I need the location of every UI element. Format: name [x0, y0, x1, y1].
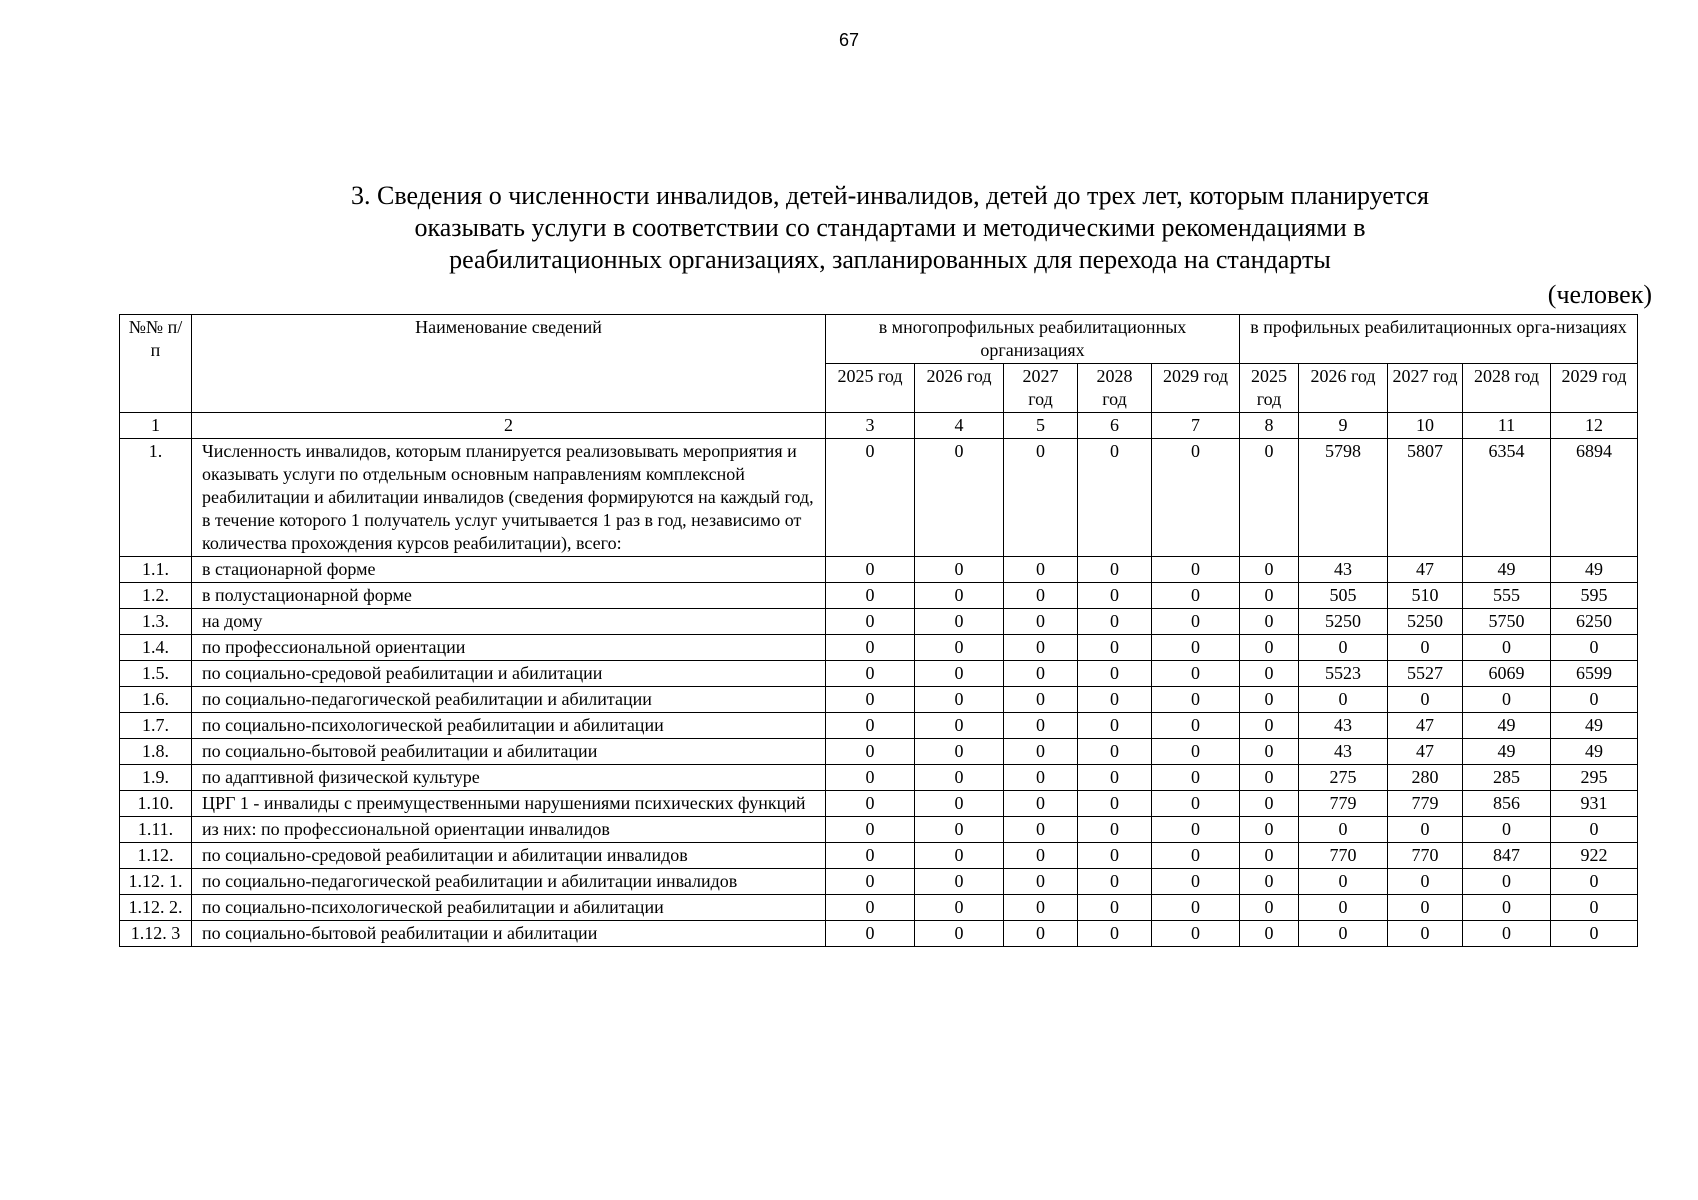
header-year: 2029 год [1152, 364, 1240, 413]
row-value: 49 [1463, 557, 1551, 583]
row-value: 0 [1078, 609, 1152, 635]
row-name: по социально-психологической реабилитации и абилитации [192, 713, 826, 739]
header-year: 2027 год [1388, 364, 1463, 413]
row-value: 856 [1463, 791, 1551, 817]
column-number: 9 [1299, 413, 1388, 439]
row-value: 931 [1551, 791, 1638, 817]
row-value: 0 [915, 583, 1004, 609]
row-value: 0 [915, 817, 1004, 843]
row-value: 5807 [1388, 439, 1463, 557]
row-value: 0 [1004, 817, 1078, 843]
row-value: 0 [915, 439, 1004, 557]
row-value: 0 [1152, 765, 1240, 791]
row-value: 0 [915, 661, 1004, 687]
row-value: 0 [1004, 843, 1078, 869]
row-value: 0 [1463, 895, 1551, 921]
row-value: 0 [1078, 739, 1152, 765]
row-number: 1.11. [120, 817, 192, 843]
table-row [120, 609, 1638, 635]
units-label: (человек) [1547, 280, 1652, 309]
table-row [120, 739, 1638, 765]
row-value: 0 [1551, 687, 1638, 713]
row-value: 0 [1078, 791, 1152, 817]
row-value: 770 [1388, 843, 1463, 869]
row-value: 0 [826, 921, 915, 947]
row-value: 555 [1463, 583, 1551, 609]
row-value: 847 [1463, 843, 1551, 869]
row-value: 0 [915, 765, 1004, 791]
row-value: 0 [1152, 661, 1240, 687]
row-value: 0 [1240, 817, 1299, 843]
row-value: 49 [1463, 739, 1551, 765]
row-value: 0 [1388, 687, 1463, 713]
row-number: 1.10. [120, 791, 192, 817]
row-value: 0 [1152, 791, 1240, 817]
row-name: по социально-средовой реабилитации и абилитации инвалидов [192, 843, 826, 869]
row-name: по социально-бытовой реабилитации и абилитации [192, 921, 826, 947]
row-value: 510 [1388, 583, 1463, 609]
row-value: 0 [1240, 739, 1299, 765]
row-value: 0 [1078, 765, 1152, 791]
row-value: 0 [826, 609, 915, 635]
header-group-profile: в профильных реабилитационных орга-низациях [1240, 315, 1638, 364]
row-value: 0 [915, 739, 1004, 765]
row-value: 0 [1388, 921, 1463, 947]
row-value: 0 [1152, 687, 1240, 713]
document-title [200, 180, 1580, 276]
header-name: Наименование сведений [192, 315, 826, 413]
row-number: 1.12. 3 [120, 921, 192, 947]
row-value: 0 [1078, 843, 1152, 869]
row-value: 0 [826, 635, 915, 661]
row-value: 0 [1152, 869, 1240, 895]
row-value: 0 [915, 687, 1004, 713]
row-name: по социально-бытовой реабилитации и абилитации [192, 739, 826, 765]
row-value: 6069 [1463, 661, 1551, 687]
row-value: 0 [1240, 557, 1299, 583]
row-name: из них: по профессиональной ориентации инвалидов [192, 817, 826, 843]
table-row [120, 817, 1638, 843]
row-name: по социально-педагогической реабилитации и абилитации инвалидов [192, 869, 826, 895]
row-value: 0 [1152, 843, 1240, 869]
row-number: 1.4. [120, 635, 192, 661]
row-value: 0 [1004, 895, 1078, 921]
row-value: 0 [1004, 439, 1078, 557]
row-value: 0 [1004, 739, 1078, 765]
row-value: 0 [1240, 843, 1299, 869]
table-row [120, 869, 1638, 895]
row-value: 5250 [1388, 609, 1463, 635]
row-value: 0 [1463, 869, 1551, 895]
table-row [120, 765, 1638, 791]
row-value: 0 [1240, 661, 1299, 687]
row-number: 1.9. [120, 765, 192, 791]
row-value: 595 [1551, 583, 1638, 609]
column-number: 12 [1551, 413, 1638, 439]
row-number: 1.7. [120, 713, 192, 739]
row-value: 0 [1152, 583, 1240, 609]
table-row [120, 661, 1638, 687]
title-line-3: реабилитационных организациях, запланированных для перехода на стандарты [449, 245, 1331, 274]
row-value: 0 [1240, 921, 1299, 947]
row-value: 0 [1004, 765, 1078, 791]
row-value: 0 [826, 661, 915, 687]
column-number: 7 [1152, 413, 1240, 439]
row-value: 49 [1463, 713, 1551, 739]
row-value: 0 [1004, 687, 1078, 713]
row-value: 0 [1299, 869, 1388, 895]
row-name: в полустационарной форме [192, 583, 826, 609]
row-value: 505 [1299, 583, 1388, 609]
row-number: 1.5. [120, 661, 192, 687]
row-value: 0 [1299, 895, 1388, 921]
row-value: 0 [915, 791, 1004, 817]
header-group-multi: в многопрофильных реабилитационных организациях [826, 315, 1240, 364]
header-num: №№ п/п [120, 315, 192, 413]
title-line-1: 3. Сведения о численности инвалидов, детей-инвалидов, детей до трех лет, которым планируется [351, 181, 1429, 210]
table-row [120, 557, 1638, 583]
row-value: 0 [1078, 439, 1152, 557]
row-name: по социально-педагогической реабилитации и абилитации [192, 687, 826, 713]
row-value: 0 [826, 739, 915, 765]
column-number: 5 [1004, 413, 1078, 439]
row-value: 49 [1551, 557, 1638, 583]
row-value: 47 [1388, 713, 1463, 739]
row-number: 1.8. [120, 739, 192, 765]
row-value: 0 [1551, 869, 1638, 895]
row-name: в стационарной форме [192, 557, 826, 583]
data-table [119, 314, 1638, 947]
column-number: 1 [120, 413, 192, 439]
row-value: 43 [1299, 739, 1388, 765]
row-value: 0 [1004, 609, 1078, 635]
row-value: 0 [826, 843, 915, 869]
row-value: 0 [826, 869, 915, 895]
row-value: 0 [1004, 557, 1078, 583]
row-value: 779 [1388, 791, 1463, 817]
column-number: 11 [1463, 413, 1551, 439]
row-value: 0 [1240, 687, 1299, 713]
row-value: 280 [1388, 765, 1463, 791]
table-row [120, 921, 1638, 947]
row-value: 0 [1551, 921, 1638, 947]
row-value: 0 [1004, 713, 1078, 739]
row-value: 0 [1004, 583, 1078, 609]
row-value: 0 [915, 557, 1004, 583]
table-row [120, 687, 1638, 713]
row-value: 295 [1551, 765, 1638, 791]
table-row [120, 843, 1638, 869]
row-number: 1.12. [120, 843, 192, 869]
row-value: 5250 [1299, 609, 1388, 635]
row-value: 0 [1463, 817, 1551, 843]
row-value: 0 [1004, 791, 1078, 817]
row-value: 0 [915, 635, 1004, 661]
table-row [120, 713, 1638, 739]
row-value: 0 [1152, 921, 1240, 947]
row-value: 0 [1152, 739, 1240, 765]
row-name: по профессиональной ориентации [192, 635, 826, 661]
column-number: 2 [192, 413, 826, 439]
page-number: 67 [838, 30, 860, 50]
row-value: 49 [1551, 739, 1638, 765]
row-value: 5523 [1299, 661, 1388, 687]
row-value: 0 [826, 687, 915, 713]
row-value: 0 [1078, 895, 1152, 921]
row-value: 0 [1078, 583, 1152, 609]
row-value: 0 [826, 583, 915, 609]
row-number: 1.12. 1. [120, 869, 192, 895]
row-value: 0 [915, 843, 1004, 869]
column-number: 4 [915, 413, 1004, 439]
title-line-2: оказывать услуги в соответствии со стандартами и методическими рекомендациями в [414, 213, 1366, 242]
column-number: 3 [826, 413, 915, 439]
row-value: 6894 [1551, 439, 1638, 557]
header-year: 2027 год [1004, 364, 1078, 413]
row-value: 0 [826, 895, 915, 921]
row-value: 5750 [1463, 609, 1551, 635]
header-year: 2026 год [915, 364, 1004, 413]
row-number: 1.1. [120, 557, 192, 583]
row-value: 0 [1004, 869, 1078, 895]
row-value: 0 [1078, 921, 1152, 947]
row-name: по социально-психологической реабилитации и абилитации [192, 895, 826, 921]
row-value: 779 [1299, 791, 1388, 817]
row-value: 0 [1551, 817, 1638, 843]
row-value: 0 [1004, 661, 1078, 687]
row-value: 0 [1299, 817, 1388, 843]
row-value: 0 [1388, 895, 1463, 921]
row-value: 0 [915, 869, 1004, 895]
row-name: ЦРГ 1 - инвалиды с преимущественными нарушениями психических функций [192, 791, 826, 817]
row-value: 0 [1078, 635, 1152, 661]
row-value: 0 [1004, 921, 1078, 947]
header-year: 2025 год [826, 364, 915, 413]
row-value: 0 [1078, 713, 1152, 739]
table-row [120, 439, 1638, 557]
row-value: 0 [1240, 791, 1299, 817]
row-name: на дому [192, 609, 826, 635]
column-number: 10 [1388, 413, 1463, 439]
row-number: 1.2. [120, 583, 192, 609]
row-name: по адаптивной физической культуре [192, 765, 826, 791]
row-value: 0 [1463, 921, 1551, 947]
row-value: 47 [1388, 739, 1463, 765]
row-value: 0 [1240, 635, 1299, 661]
row-value: 0 [826, 765, 915, 791]
row-value: 0 [826, 791, 915, 817]
row-number: 1.12. 2. [120, 895, 192, 921]
table-row [120, 791, 1638, 817]
row-value: 0 [826, 557, 915, 583]
row-value: 0 [915, 921, 1004, 947]
row-name: по социально-средовой реабилитации и абилитации [192, 661, 826, 687]
row-value: 0 [1240, 713, 1299, 739]
row-value: 0 [1240, 765, 1299, 791]
row-value: 0 [1551, 895, 1638, 921]
row-value: 0 [1299, 921, 1388, 947]
row-value: 0 [826, 713, 915, 739]
row-value: 0 [1152, 439, 1240, 557]
row-number: 1.3. [120, 609, 192, 635]
row-value: 922 [1551, 843, 1638, 869]
header-year: 2025 год [1240, 364, 1299, 413]
column-number: 8 [1240, 413, 1299, 439]
row-value: 49 [1551, 713, 1638, 739]
row-value: 47 [1388, 557, 1463, 583]
header-year: 2029 год [1551, 364, 1638, 413]
row-name: Численность инвалидов, которым планируется реализовывать мероприятия и оказывать услуги по отдельным основным направлениям комплексной реабилитации и абилитации инвалидов (сведения формируются на каждый год, в течение которого 1 получатель услуг учитывается 1 раз в год, независимо от количества прохождения курсов реабилитации), всего: [192, 439, 826, 557]
row-value: 0 [1551, 635, 1638, 661]
column-number: 6 [1078, 413, 1152, 439]
table-row [120, 583, 1638, 609]
row-value: 0 [1240, 869, 1299, 895]
row-value: 6599 [1551, 661, 1638, 687]
header-year: 2028 год [1463, 364, 1551, 413]
row-value: 0 [1078, 869, 1152, 895]
row-value: 0 [1152, 713, 1240, 739]
row-value: 0 [1240, 439, 1299, 557]
row-value: 0 [1152, 609, 1240, 635]
row-value: 0 [826, 439, 915, 557]
row-value: 0 [1078, 817, 1152, 843]
row-value: 0 [1152, 635, 1240, 661]
row-value: 0 [1240, 895, 1299, 921]
row-value: 0 [1078, 687, 1152, 713]
row-value: 275 [1299, 765, 1388, 791]
row-number: 1. [120, 439, 192, 557]
header-year: 2028 год [1078, 364, 1152, 413]
row-value: 0 [1299, 635, 1388, 661]
table-row [120, 635, 1638, 661]
row-value: 0 [1388, 635, 1463, 661]
row-value: 0 [1388, 869, 1463, 895]
row-value: 0 [826, 817, 915, 843]
row-value: 5798 [1299, 439, 1388, 557]
row-value: 285 [1463, 765, 1551, 791]
table-body [120, 413, 1638, 947]
row-number: 1.6. [120, 687, 192, 713]
row-value: 0 [915, 895, 1004, 921]
row-value: 0 [1078, 661, 1152, 687]
row-value: 0 [1299, 687, 1388, 713]
row-value: 5527 [1388, 661, 1463, 687]
table-row [120, 895, 1638, 921]
column-numbers-row [120, 413, 1638, 439]
row-value: 0 [1463, 635, 1551, 661]
row-value: 43 [1299, 557, 1388, 583]
row-value: 0 [915, 609, 1004, 635]
row-value: 0 [1078, 557, 1152, 583]
row-value: 0 [1463, 687, 1551, 713]
header-year: 2026 год [1299, 364, 1388, 413]
row-value: 43 [1299, 713, 1388, 739]
row-value: 0 [1240, 583, 1299, 609]
row-value: 0 [1388, 817, 1463, 843]
row-value: 0 [1152, 557, 1240, 583]
row-value: 0 [1004, 635, 1078, 661]
row-value: 0 [1240, 609, 1299, 635]
row-value: 0 [1152, 817, 1240, 843]
row-value: 770 [1299, 843, 1388, 869]
row-value: 0 [1152, 895, 1240, 921]
row-value: 6250 [1551, 609, 1638, 635]
row-value: 0 [915, 713, 1004, 739]
row-value: 6354 [1463, 439, 1551, 557]
